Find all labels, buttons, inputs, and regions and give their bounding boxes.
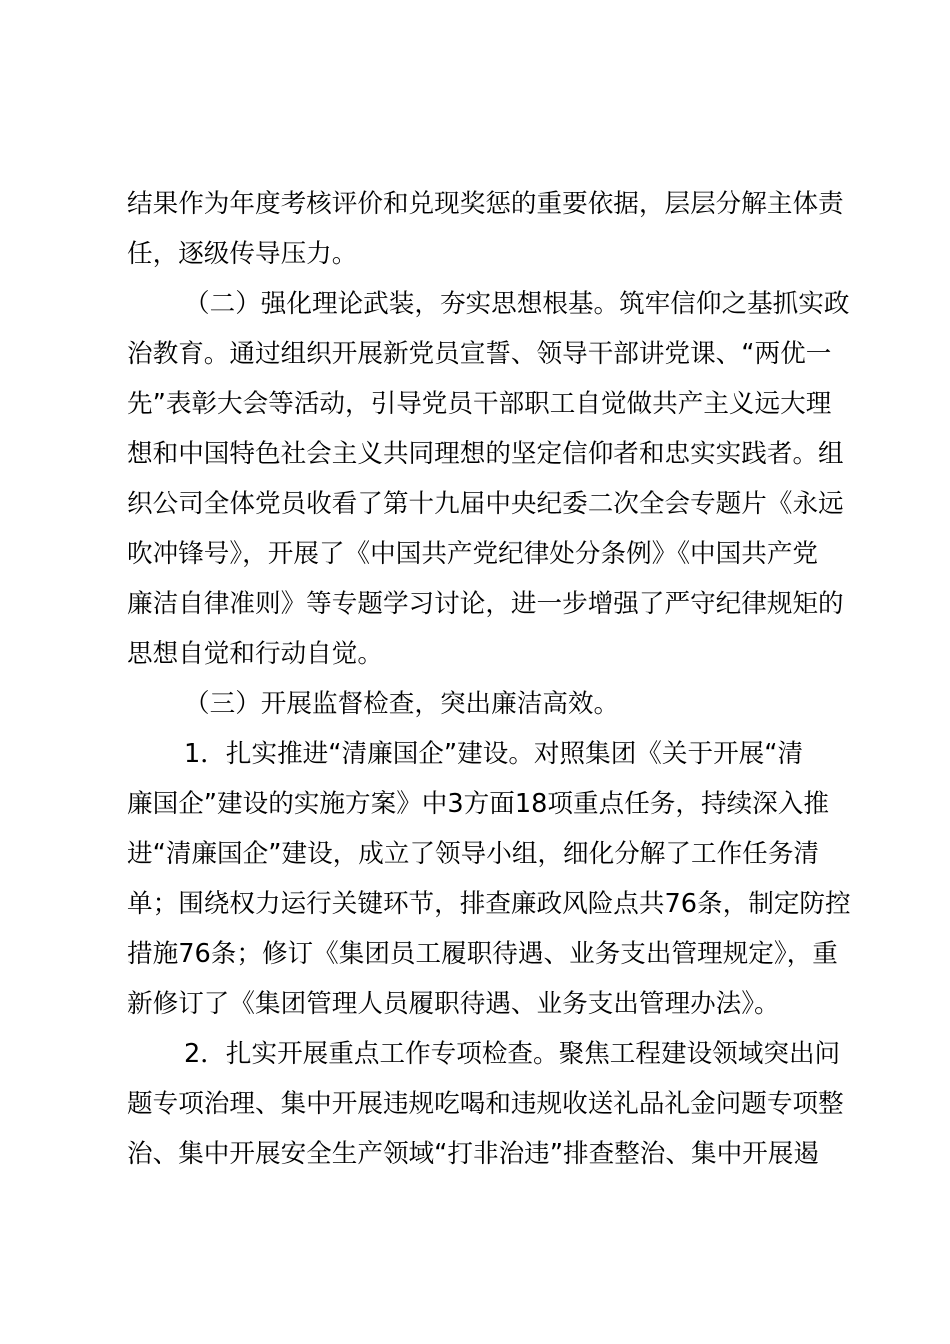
text-line: 治教育。通过组织开展新党员宣誓、领导干部讲党课、“两优一 bbox=[127, 339, 832, 369]
text-line: 吹冲锋号》，开展了《中国共产党纪律处分条例》《中国共产党 bbox=[127, 539, 819, 569]
text-line: 2．扎实开展重点工作专项检查。聚焦工程建设领域突出问 bbox=[184, 1039, 841, 1069]
text-line: （三）开展监督检查，突出廉洁高效。 bbox=[184, 689, 620, 719]
text-line: 廉国企”建设的实施方案》中3方面18项重点任务，持续深入推 bbox=[127, 789, 829, 819]
text-line: 廉洁自律准则》等专题学习讨论，进一步增强了严守纪律规矩的 bbox=[127, 589, 844, 619]
text-line: （二）强化理论武装，夯实思想根基。筑牢信仰之基抓实政 bbox=[184, 289, 850, 319]
text-line: 1．扎实推进“清廉国企”建设。对照集团《关于开展“清 bbox=[184, 739, 804, 769]
text-line: 思想自觉和行动自觉。 bbox=[127, 639, 383, 669]
text-line: 先”表彰大会等活动，引导党员干部职工自觉做共产主义远大理 bbox=[127, 389, 832, 419]
text-line: 任，逐级传导压力。 bbox=[127, 239, 358, 269]
text-line: 结果作为年度考核评价和兑现奖惩的重要依据，层层分解主体责 bbox=[127, 189, 844, 219]
text-line: 想和中国特色社会主义共同理想的坚定信仰者和忠实实践者。组 bbox=[127, 439, 844, 469]
text-line: 织公司全体党员收看了第十九届中央纪委二次全会专题片《永远 bbox=[127, 489, 844, 519]
text-line: 进“清廉国企”建设，成立了领导小组，细化分解了工作任务清 bbox=[127, 839, 819, 869]
text-line: 单；围绕权力运行关键环节，排查廉政风险点共76条，制定防控 bbox=[127, 889, 851, 919]
text-line: 新修订了《集团管理人员履职待遇、业务支出管理办法》。 bbox=[127, 989, 780, 1019]
text-line: 题专项治理、集中开展违规吃喝和违规收送礼品礼金问题专项整 bbox=[127, 1089, 844, 1119]
text-line: 治、集中开展安全生产领域“打非治违”排查整治、集中开展遏 bbox=[127, 1139, 819, 1169]
text-line: 措施76条；修订《集团员工履职待遇、业务支出管理规定》，重 bbox=[127, 939, 838, 969]
body-text bbox=[127, 179, 851, 1179]
